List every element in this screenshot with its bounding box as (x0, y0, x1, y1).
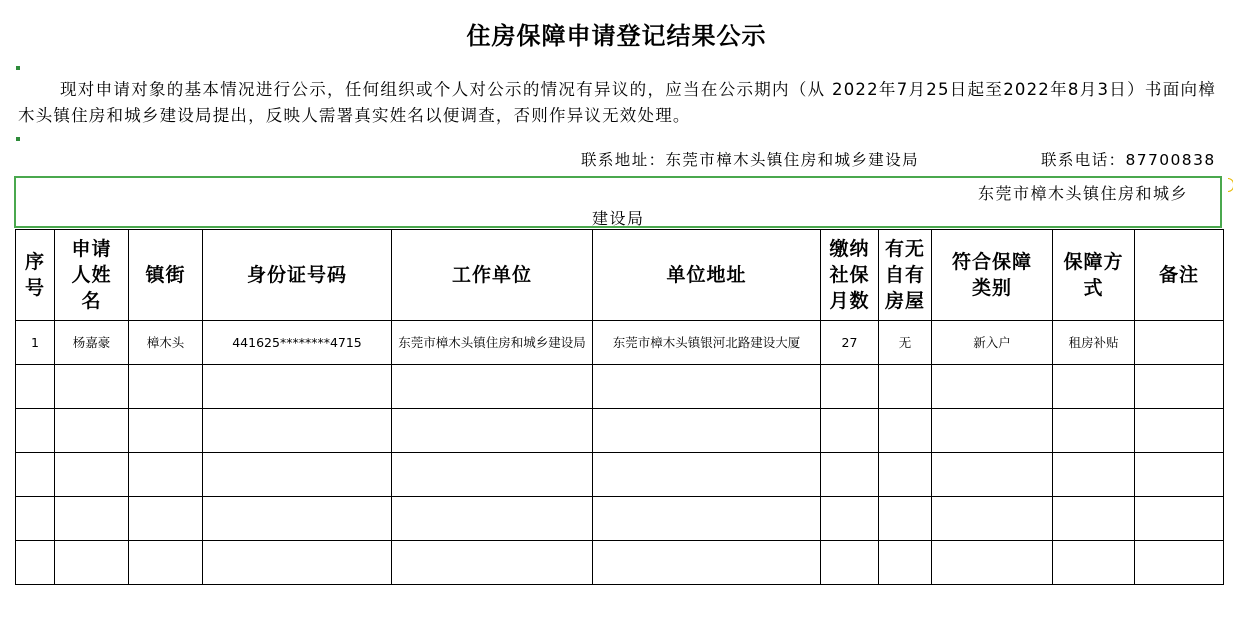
table-cell[interactable] (879, 497, 932, 541)
header-cell[interactable]: 保障方式 (1053, 230, 1135, 321)
table-cell[interactable] (1053, 541, 1135, 585)
table-cell[interactable] (1135, 365, 1224, 409)
table-header-row (16, 230, 1224, 321)
table-row (16, 321, 1224, 365)
table-cell[interactable] (16, 453, 55, 497)
table-cell[interactable]: 东莞市樟木头镇住房和城乡建设局 (392, 321, 593, 365)
table-cell[interactable] (16, 541, 55, 585)
table-cell[interactable] (55, 497, 129, 541)
header-cell[interactable]: 序号 (16, 230, 55, 321)
table-cell[interactable]: 东莞市樟木头镇银河北路建设大厦 (593, 321, 821, 365)
table-cell[interactable]: 441625********4715 (203, 321, 392, 365)
table-cell[interactable] (1053, 365, 1135, 409)
header-cell[interactable]: 镇街 (129, 230, 203, 321)
contact-address[interactable]: 联系地址：东莞市樟木头镇住房和城乡建设局 (581, 151, 920, 169)
table-cell[interactable] (1135, 453, 1224, 497)
table-cell[interactable] (392, 409, 593, 453)
table-cell[interactable] (593, 541, 821, 585)
table-cell[interactable] (392, 541, 593, 585)
table-cell[interactable]: 杨嘉豪 (55, 321, 129, 365)
table-cell[interactable] (1053, 497, 1135, 541)
table-cell[interactable] (593, 497, 821, 541)
table-cell[interactable] (55, 365, 129, 409)
header-cell[interactable]: 工作单位 (392, 230, 593, 321)
table-cell[interactable] (55, 409, 129, 453)
header-cell[interactable]: 单位地址 (593, 230, 821, 321)
table-cell[interactable] (129, 409, 203, 453)
table-cell[interactable] (1135, 409, 1224, 453)
table-cell[interactable]: 租房补贴 (1053, 321, 1135, 365)
issuing-organization-continued: 建设局 (592, 209, 645, 228)
table-row (16, 365, 1224, 409)
header-cell[interactable]: 身份证号码 (203, 230, 392, 321)
table-cell[interactable] (932, 453, 1053, 497)
table-cell[interactable] (932, 409, 1053, 453)
table-cell[interactable] (392, 365, 593, 409)
result-table (15, 229, 1224, 585)
table-cell[interactable] (129, 497, 203, 541)
notice-paragraph[interactable]: 现对申请对象的基本情况进行公示，任何组织或个人对公示的情况有异议的，应当在公示期内（从 2022年7月25日起至2022年8月3日）书面向樟木头镇住房和城乡建设局提出，反映人需署真实姓名以便调查，否则作异议无效处理。 (18, 80, 1216, 125)
page-title: 住房保障申请登记结果公示 (466, 22, 767, 50)
table-row (16, 497, 1224, 541)
table-cell[interactable] (55, 541, 129, 585)
table-cell[interactable] (1053, 409, 1135, 453)
table-cell[interactable] (821, 409, 879, 453)
table-cell[interactable] (932, 365, 1053, 409)
table-cell[interactable] (593, 365, 821, 409)
table-cell[interactable] (1135, 497, 1224, 541)
table-row (16, 541, 1224, 585)
header-cell[interactable]: 缴纳社保月数 (821, 230, 879, 321)
table-cell[interactable] (1135, 321, 1224, 365)
cell-marker (16, 137, 20, 141)
table-row (16, 409, 1224, 453)
table-cell[interactable] (932, 497, 1053, 541)
table-cell[interactable] (821, 541, 879, 585)
header-cell[interactable]: 有无自有房屋 (879, 230, 932, 321)
issuing-organization: 东莞市樟木头镇住房和城乡 (978, 184, 1189, 203)
header-cell[interactable]: 符合保障类别 (932, 230, 1053, 321)
table-row (16, 453, 1224, 497)
table-cell[interactable] (821, 365, 879, 409)
table-cell[interactable] (1135, 541, 1224, 585)
header-cell[interactable]: 备注 (1135, 230, 1224, 321)
table-cell[interactable]: 无 (879, 321, 932, 365)
table-cell[interactable] (203, 453, 392, 497)
table-cell[interactable] (593, 409, 821, 453)
table-cell[interactable] (16, 365, 55, 409)
table-cell[interactable] (129, 365, 203, 409)
table-cell[interactable] (129, 541, 203, 585)
table-cell[interactable] (932, 541, 1053, 585)
table-cell[interactable] (129, 453, 203, 497)
table-cell[interactable] (821, 497, 879, 541)
table-cell[interactable] (16, 409, 55, 453)
table-cell[interactable] (203, 409, 392, 453)
table-cell[interactable] (392, 497, 593, 541)
table-cell[interactable] (55, 453, 129, 497)
table-cell[interactable]: 新入户 (932, 321, 1053, 365)
table-cell[interactable] (879, 541, 932, 585)
table-cell[interactable] (203, 541, 392, 585)
table-cell[interactable]: 27 (821, 321, 879, 365)
table-cell[interactable] (821, 453, 879, 497)
table-cell[interactable] (879, 409, 932, 453)
cell-marker (16, 66, 20, 70)
table-cell[interactable] (392, 453, 593, 497)
table-cell[interactable] (1053, 453, 1135, 497)
table-cell[interactable] (879, 365, 932, 409)
contact-phone[interactable]: 联系电话：87700838 (1041, 151, 1216, 169)
table-cell[interactable] (16, 497, 55, 541)
table-cell[interactable]: 1 (16, 321, 55, 365)
table-cell[interactable] (203, 365, 392, 409)
table-cell[interactable] (879, 453, 932, 497)
selection-handle[interactable] (1228, 178, 1233, 192)
table-cell[interactable]: 樟木头 (129, 321, 203, 365)
table-cell[interactable] (593, 453, 821, 497)
header-cell[interactable]: 申请人姓名 (55, 230, 129, 321)
table-cell[interactable] (203, 497, 392, 541)
